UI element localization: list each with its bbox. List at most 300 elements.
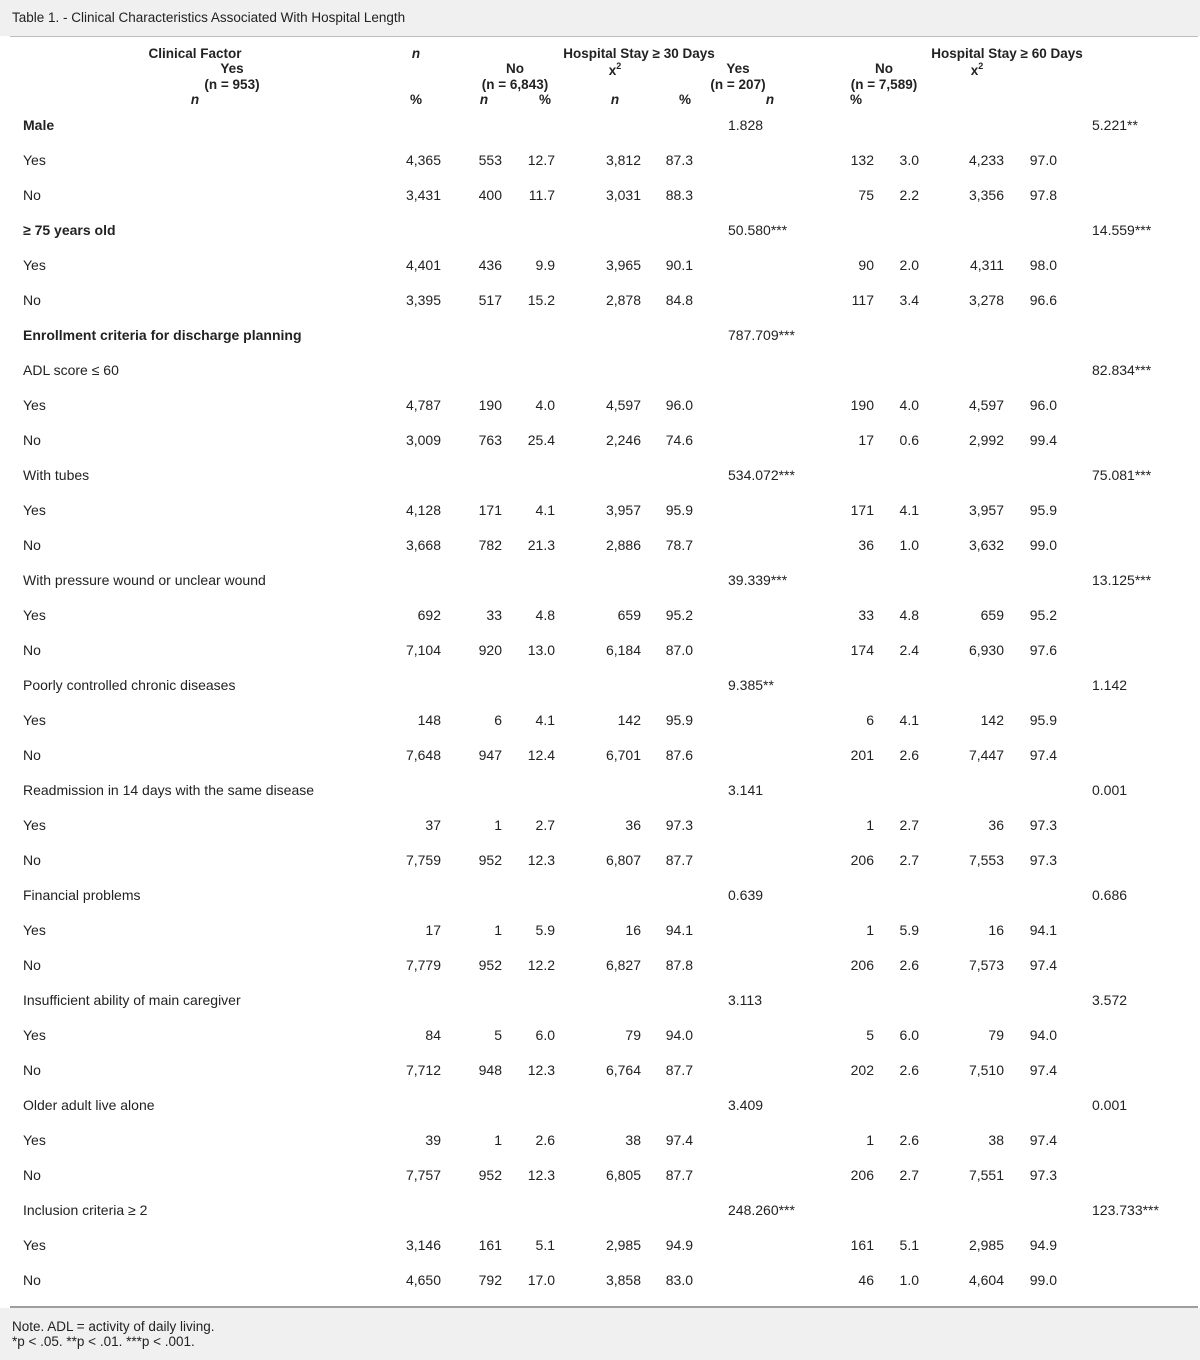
cell-c: 36 xyxy=(625,817,641,833)
cell-x1: 3.113 xyxy=(728,992,762,1008)
cell-d: 74.6 xyxy=(665,432,693,448)
table-row xyxy=(0,502,1200,520)
cell-g: 7,510 xyxy=(968,1062,1004,1078)
cell-d: 87.7 xyxy=(665,1167,693,1183)
cell-g: 7,551 xyxy=(968,1167,1004,1183)
table-row xyxy=(0,222,1200,240)
header-n3: n xyxy=(610,92,620,107)
cell-x2: 1.142 xyxy=(1092,677,1128,693)
cell-c: 38 xyxy=(625,1132,641,1148)
row-label: Yes xyxy=(23,152,46,168)
cell-b: 9.9 xyxy=(535,257,555,273)
table-row xyxy=(0,292,1200,310)
cell-a: 792 xyxy=(478,1272,502,1288)
cell-h: 97.4 xyxy=(1029,1062,1057,1078)
cell-e: 1 xyxy=(866,922,874,938)
cell-b: 12.2 xyxy=(527,957,555,973)
cell-f: 2.7 xyxy=(899,852,919,868)
table-row xyxy=(0,852,1200,870)
cell-g: 6,930 xyxy=(968,642,1004,658)
table-row xyxy=(0,117,1200,135)
cell-e: 174 xyxy=(850,642,874,658)
cell-d: 90.1 xyxy=(665,257,693,273)
table-caption: Table 1. - Clinical Characteristics Associated With Hospital Length xyxy=(0,0,1200,36)
row-label: Yes xyxy=(23,502,46,518)
cell-d: 87.6 xyxy=(665,747,693,763)
cell-d: 84.8 xyxy=(665,292,693,308)
table-footer xyxy=(0,1308,1200,1360)
table-row xyxy=(0,887,1200,905)
cell-n: 4,401 xyxy=(405,257,441,273)
row-label: No xyxy=(23,432,41,448)
footer-note: Note. ADL = activity of daily living. xyxy=(12,1319,215,1334)
cell-h: 97.6 xyxy=(1029,642,1057,658)
cell-x2: 3.572 xyxy=(1092,992,1128,1008)
header-yes-n-label: n xyxy=(190,92,200,107)
table-row xyxy=(0,957,1200,975)
cell-a: 517 xyxy=(478,292,502,308)
cell-b: 4.1 xyxy=(535,502,555,518)
cell-n: 3,146 xyxy=(405,1237,441,1253)
header-clinical-factor: Clinical Factor xyxy=(148,46,242,61)
cell-f: 5.9 xyxy=(899,922,919,938)
cell-g: 659 xyxy=(980,607,1004,623)
cell-d: 87.0 xyxy=(665,642,693,658)
cell-x1: 0.639 xyxy=(728,887,764,903)
cell-g: 3,632 xyxy=(968,537,1004,553)
cell-g: 7,573 xyxy=(968,957,1004,973)
table-row xyxy=(0,712,1200,730)
row-label: No xyxy=(23,1062,41,1078)
row-label: Yes xyxy=(23,397,46,413)
cell-n: 3,431 xyxy=(405,187,441,203)
cell-c: 3,858 xyxy=(605,1272,641,1288)
cell-d: 94.9 xyxy=(665,1237,693,1253)
cell-c: 3,957 xyxy=(605,502,641,518)
cell-e: 5 xyxy=(866,1027,874,1043)
cell-h: 98.0 xyxy=(1029,257,1057,273)
cell-e: 171 xyxy=(850,502,874,518)
table-row xyxy=(0,397,1200,415)
cell-b: 17.0 xyxy=(527,1272,555,1288)
cell-x1: 787.709*** xyxy=(728,327,795,343)
row-label: ≥ 75 years old xyxy=(23,222,116,238)
cell-x1: 3.409 xyxy=(728,1097,764,1113)
cell-b: 12.3 xyxy=(527,1167,555,1183)
cell-c: 4,597 xyxy=(605,397,641,413)
row-label: No xyxy=(23,957,41,973)
cell-h: 97.3 xyxy=(1029,817,1057,833)
cell-g: 4,233 xyxy=(968,152,1004,168)
cell-a: 171 xyxy=(478,502,502,518)
cell-d: 94.1 xyxy=(665,922,693,938)
cell-a: 952 xyxy=(478,957,502,973)
cell-e: 201 xyxy=(850,747,874,763)
cell-x1: 534.072*** xyxy=(728,467,795,483)
cell-e: 46 xyxy=(858,1272,874,1288)
table-row xyxy=(0,572,1200,590)
table-row xyxy=(0,1132,1200,1150)
cell-a: 952 xyxy=(478,852,502,868)
table-row xyxy=(0,817,1200,835)
row-label: Older adult live alone xyxy=(23,1097,155,1113)
header-pct3: % xyxy=(678,92,692,107)
cell-d: 87.7 xyxy=(665,852,693,868)
cell-h: 95.2 xyxy=(1029,607,1057,623)
cell-c: 6,184 xyxy=(605,642,641,658)
table-row xyxy=(0,1202,1200,1220)
header-total-n: n xyxy=(411,46,421,61)
cell-c: 6,807 xyxy=(605,852,641,868)
header-group60-no: No xyxy=(875,61,893,76)
cell-f: 1.0 xyxy=(899,537,919,553)
cell-x2: 13.125*** xyxy=(1092,572,1152,588)
cell-h: 97.0 xyxy=(1029,152,1057,168)
header-group60-title: Hospital Stay ≥ 60 Days xyxy=(931,46,1083,61)
cell-f: 2.7 xyxy=(899,817,919,833)
table-row xyxy=(0,747,1200,765)
header-total-pct: % xyxy=(409,92,423,107)
cell-e: 1 xyxy=(866,817,874,833)
cell-n: 7,712 xyxy=(405,1062,441,1078)
cell-d: 83.0 xyxy=(665,1272,693,1288)
cell-f: 0.6 xyxy=(899,432,919,448)
table-row xyxy=(0,432,1200,450)
cell-d: 94.0 xyxy=(665,1027,693,1043)
cell-c: 6,764 xyxy=(605,1062,641,1078)
cell-h: 94.0 xyxy=(1029,1027,1057,1043)
cell-h: 96.0 xyxy=(1029,397,1057,413)
cell-a: 436 xyxy=(478,257,502,273)
cell-g: 4,311 xyxy=(970,257,1004,273)
cell-x1: 39.339*** xyxy=(728,572,788,588)
cell-b: 11.7 xyxy=(528,187,555,203)
cell-n: 4,787 xyxy=(405,397,441,413)
cell-n: 7,648 xyxy=(405,747,441,763)
cell-d: 95.2 xyxy=(665,607,693,623)
cell-n: 3,668 xyxy=(405,537,441,553)
cell-e: 132 xyxy=(850,152,874,168)
cell-n: 4,365 xyxy=(405,152,441,168)
cell-e: 33 xyxy=(858,607,874,623)
cell-x2: 0.001 xyxy=(1092,782,1128,798)
cell-b: 13.0 xyxy=(527,642,555,658)
table-row xyxy=(0,607,1200,625)
cell-c: 3,031 xyxy=(605,187,641,203)
row-label: No xyxy=(23,537,41,553)
row-label: ADL score ≤ 60 xyxy=(23,362,119,378)
table-row xyxy=(0,537,1200,555)
cell-a: 947 xyxy=(478,747,502,763)
row-label: Yes xyxy=(23,817,46,833)
table-row xyxy=(0,187,1200,205)
cell-h: 97.4 xyxy=(1029,957,1057,973)
cell-f: 2.0 xyxy=(899,257,919,273)
cell-e: 75 xyxy=(858,187,874,203)
cell-n: 4,128 xyxy=(405,502,441,518)
cell-c: 2,985 xyxy=(605,1237,641,1253)
cell-b: 12.7 xyxy=(527,152,555,168)
cell-c: 6,827 xyxy=(605,957,641,973)
header-n4: n xyxy=(765,92,775,107)
cell-x2: 75.081*** xyxy=(1092,467,1152,483)
cell-g: 36 xyxy=(988,817,1004,833)
cell-n: 37 xyxy=(425,817,441,833)
cell-d: 78.7 xyxy=(665,537,693,553)
cell-a: 782 xyxy=(478,537,502,553)
cell-b: 25.4 xyxy=(527,432,555,448)
cell-x2: 0.001 xyxy=(1092,1097,1128,1113)
cell-a: 948 xyxy=(478,1062,502,1078)
cell-h: 99.4 xyxy=(1029,432,1057,448)
cell-b: 2.7 xyxy=(535,817,555,833)
cell-h: 99.0 xyxy=(1029,1272,1057,1288)
table-row xyxy=(0,1237,1200,1255)
cell-c: 2,886 xyxy=(605,537,641,553)
header-pct4: % xyxy=(849,92,863,107)
header-group30-yes: Yes xyxy=(726,61,750,76)
cell-c: 3,812 xyxy=(605,152,641,168)
cell-b: 12.3 xyxy=(527,1062,555,1078)
header-yes-n: (n = 953) xyxy=(204,77,260,92)
header-group30-yes-n: (n = 207) xyxy=(710,77,766,92)
cell-f: 2.4 xyxy=(899,642,919,658)
cell-c: 16 xyxy=(625,922,641,938)
header-group60-no-n: (n = 7,589) xyxy=(850,77,918,92)
table-row xyxy=(0,362,1200,380)
cell-a: 33 xyxy=(486,607,502,623)
row-label: No xyxy=(23,852,41,868)
cell-g: 3,957 xyxy=(968,502,1004,518)
cell-f: 1.0 xyxy=(899,1272,919,1288)
cell-c: 2,878 xyxy=(605,292,641,308)
cell-a: 5 xyxy=(494,1027,502,1043)
cell-b: 2.6 xyxy=(535,1132,555,1148)
row-label: Yes xyxy=(23,712,46,728)
cell-h: 94.1 xyxy=(1029,922,1057,938)
cell-b: 5.9 xyxy=(535,922,555,938)
cell-f: 2.7 xyxy=(899,1167,919,1183)
cell-a: 1 xyxy=(494,817,502,833)
cell-g: 2,985 xyxy=(968,1237,1004,1253)
cell-a: 6 xyxy=(494,712,502,728)
cell-b: 4.1 xyxy=(535,712,555,728)
cell-e: 1 xyxy=(866,1132,874,1148)
cell-d: 95.9 xyxy=(665,502,693,518)
cell-a: 1 xyxy=(494,1132,502,1148)
cell-b: 4.8 xyxy=(535,607,555,623)
cell-g: 3,278 xyxy=(968,292,1004,308)
cell-e: 206 xyxy=(850,852,874,868)
cell-e: 206 xyxy=(850,957,874,973)
row-label: Insufficient ability of main caregiver xyxy=(23,992,241,1008)
table-row xyxy=(0,1272,1200,1290)
cell-x2: 0.686 xyxy=(1092,887,1128,903)
cell-e: 206 xyxy=(850,1167,874,1183)
cell-c: 2,246 xyxy=(605,432,641,448)
header-group60-chi: $x^2$ xyxy=(970,61,984,78)
cell-f: 2.2 xyxy=(899,187,919,203)
cell-c: 6,805 xyxy=(605,1167,641,1183)
table-row xyxy=(0,1097,1200,1115)
row-label: Enrollment criteria for discharge planning xyxy=(23,327,302,343)
table-row xyxy=(0,257,1200,275)
cell-x1: 1.828 xyxy=(728,117,764,133)
cell-g: 4,597 xyxy=(968,397,1004,413)
cell-e: 117 xyxy=(851,292,874,308)
cell-d: 87.3 xyxy=(665,152,693,168)
cell-x2: 123.733*** xyxy=(1092,1202,1159,1218)
cell-h: 97.4 xyxy=(1029,747,1057,763)
cell-e: 202 xyxy=(850,1062,874,1078)
row-label: Yes xyxy=(23,1132,46,1148)
cell-e: 36 xyxy=(858,537,874,553)
cell-x1: 9.385** xyxy=(728,677,774,693)
cell-a: 920 xyxy=(478,642,502,658)
footer-significance: *p < .05. **p < .01. ***p < .001. xyxy=(12,1334,195,1349)
cell-d: 97.3 xyxy=(665,817,693,833)
table-row xyxy=(0,152,1200,170)
row-label: Yes xyxy=(23,1237,46,1253)
cell-b: 15.2 xyxy=(527,292,555,308)
table-row xyxy=(0,327,1200,345)
cell-c: 659 xyxy=(617,607,641,623)
cell-e: 17 xyxy=(858,432,874,448)
cell-f: 4.1 xyxy=(899,712,919,728)
table-row xyxy=(0,922,1200,940)
header-group30-no-n: (n = 6,843) xyxy=(481,77,549,92)
cell-h: 99.0 xyxy=(1029,537,1057,553)
top-rule xyxy=(10,36,1198,37)
row-label: Financial problems xyxy=(23,887,141,903)
cell-a: 161 xyxy=(478,1237,502,1253)
cell-f: 5.1 xyxy=(899,1237,919,1253)
cell-f: 6.0 xyxy=(899,1027,919,1043)
cell-d: 88.3 xyxy=(665,187,693,203)
row-label: Yes xyxy=(23,257,46,273)
row-label: Yes xyxy=(23,922,46,938)
cell-a: 1 xyxy=(494,922,502,938)
cell-c: 79 xyxy=(625,1027,641,1043)
row-label: No xyxy=(23,187,41,203)
cell-c: 142 xyxy=(617,712,641,728)
cell-g: 7,553 xyxy=(968,852,1004,868)
cell-d: 95.9 xyxy=(665,712,693,728)
cell-n: 148 xyxy=(417,712,441,728)
row-label: No xyxy=(23,1167,41,1183)
cell-e: 90 xyxy=(858,257,874,273)
cell-h: 97.4 xyxy=(1029,1132,1057,1148)
cell-g: 4,604 xyxy=(968,1272,1004,1288)
cell-a: 763 xyxy=(478,432,502,448)
header-group30-title: Hospital Stay ≥ 30 Days xyxy=(563,46,715,61)
cell-n: 4,650 xyxy=(405,1272,441,1288)
cell-g: 3,356 xyxy=(968,187,1004,203)
cell-d: 87.7 xyxy=(665,1062,693,1078)
row-label: Male xyxy=(23,117,55,133)
row-label: Yes xyxy=(23,1027,46,1043)
header-group30-chi: $x^2$ xyxy=(608,61,622,78)
cell-d: 97.4 xyxy=(665,1132,693,1148)
row-label: No xyxy=(23,292,41,308)
row-label: Inclusion criteria ≥ 2 xyxy=(23,1202,148,1218)
cell-f: 2.6 xyxy=(899,1062,919,1078)
row-label: With pressure wound or unclear wound xyxy=(23,572,266,588)
cell-n: 39 xyxy=(425,1132,441,1148)
cell-c: 6,701 xyxy=(605,747,641,763)
header-yes: Yes xyxy=(220,61,244,76)
header-pct2: % xyxy=(538,92,552,107)
row-label: With tubes xyxy=(23,467,90,483)
cell-b: 4.0 xyxy=(535,397,555,413)
cell-x2: 82.834*** xyxy=(1092,362,1152,378)
row-label: No xyxy=(23,642,41,658)
cell-g: 38 xyxy=(988,1132,1004,1148)
cell-n: 7,759 xyxy=(405,852,441,868)
cell-c: 3,965 xyxy=(605,257,641,273)
cell-n: 84 xyxy=(425,1027,441,1043)
table-row xyxy=(0,782,1200,800)
cell-b: 21.3 xyxy=(527,537,555,553)
cell-x1: 248.260*** xyxy=(728,1202,795,1218)
cell-f: 4.1 xyxy=(899,502,919,518)
cell-e: 6 xyxy=(866,712,874,728)
cell-x2: 5.221** xyxy=(1092,117,1138,133)
row-label: Yes xyxy=(23,607,46,623)
table-row xyxy=(0,1167,1200,1185)
header-n2: n xyxy=(479,92,489,107)
cell-f: 2.6 xyxy=(899,1132,919,1148)
cell-a: 952 xyxy=(478,1167,502,1183)
cell-n: 3,009 xyxy=(405,432,441,448)
cell-h: 97.8 xyxy=(1029,187,1057,203)
table-row xyxy=(0,467,1200,485)
cell-n: 7,104 xyxy=(405,642,441,658)
cell-f: 3.0 xyxy=(899,152,919,168)
cell-x2: 14.559*** xyxy=(1092,222,1152,238)
header-group30-no: No xyxy=(506,61,524,76)
cell-h: 97.3 xyxy=(1029,1167,1057,1183)
cell-n: 7,757 xyxy=(405,1167,441,1183)
cell-g: 142 xyxy=(980,712,1004,728)
cell-g: 16 xyxy=(988,922,1004,938)
cell-a: 190 xyxy=(478,397,502,413)
row-label: Poorly controlled chronic diseases xyxy=(23,677,236,693)
cell-h: 96.6 xyxy=(1029,292,1057,308)
cell-f: 2.6 xyxy=(899,957,919,973)
cell-a: 553 xyxy=(478,152,502,168)
row-label: No xyxy=(23,747,41,763)
cell-g: 2,992 xyxy=(968,432,1004,448)
table-row xyxy=(0,992,1200,1010)
cell-f: 2.6 xyxy=(899,747,919,763)
row-label: Readmission in 14 days with the same disease xyxy=(23,782,315,798)
cell-n: 3,395 xyxy=(405,292,441,308)
cell-h: 95.9 xyxy=(1029,712,1057,728)
cell-n: 692 xyxy=(417,607,441,623)
cell-d: 96.0 xyxy=(665,397,693,413)
cell-x1: 50.580*** xyxy=(728,222,788,238)
cell-b: 6.0 xyxy=(535,1027,555,1043)
cell-g: 79 xyxy=(988,1027,1004,1043)
table-row xyxy=(0,1027,1200,1045)
cell-f: 3.4 xyxy=(899,292,919,308)
cell-b: 12.4 xyxy=(527,747,555,763)
cell-n: 7,779 xyxy=(405,957,441,973)
table-row xyxy=(0,677,1200,695)
cell-n: 17 xyxy=(425,922,441,938)
cell-d: 87.8 xyxy=(665,957,693,973)
